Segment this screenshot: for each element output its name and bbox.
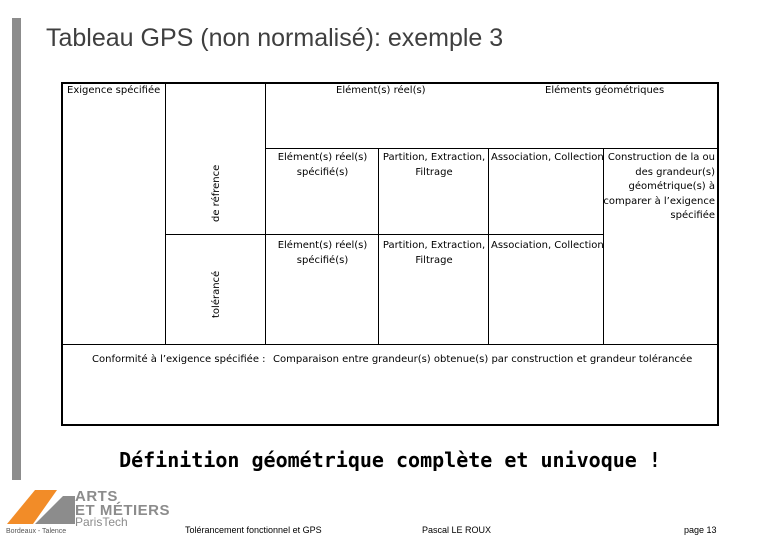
row1-element-line: Elément(s) réel(s) bbox=[277, 152, 368, 163]
slide-sidebar-bar bbox=[12, 18, 21, 480]
row1-operation bbox=[379, 151, 489, 180]
construction-line: des grandeur(s) bbox=[635, 166, 715, 178]
header-elements-geometriques: Eléments géométriques bbox=[545, 85, 665, 96]
logo-caption: Bordeaux - Talence bbox=[6, 528, 67, 535]
slide-title: Tableau GPS (non normalisé): exemple 3 bbox=[46, 24, 504, 52]
table-divider bbox=[265, 82, 266, 344]
footer-course: Tolérancement fonctionnel et GPS bbox=[185, 525, 322, 535]
row1-association: Association, Collection bbox=[491, 152, 604, 163]
row2-element bbox=[270, 239, 375, 268]
row1-operation-line: Partition, Extraction, bbox=[382, 152, 486, 163]
logo-text-paristech: ParisTech bbox=[75, 515, 128, 529]
construction-line: Construction de la ou bbox=[607, 152, 715, 163]
logo-text-et-metiers: ET MÉTIERS bbox=[75, 502, 171, 519]
row2-association: Association, Collection bbox=[491, 240, 604, 251]
row2-operation-line: Filtrage bbox=[415, 254, 453, 266]
table-divider bbox=[266, 148, 718, 149]
conformity-text: Comparaison entre grandeur(s) obtenue(s) par construction et grandeur tolérancée bbox=[273, 354, 693, 365]
construction-line: spécifiée bbox=[670, 210, 715, 221]
row2-operation bbox=[379, 239, 489, 268]
row1-operation-line: Filtrage bbox=[415, 166, 453, 178]
footer-page: page 13 bbox=[684, 525, 717, 535]
table-divider bbox=[166, 234, 603, 235]
slide-subtitle: Définition géométrique complète et univoque ! bbox=[119, 448, 661, 472]
construction-line: comparer à l’exigence bbox=[603, 195, 715, 207]
row1-element bbox=[270, 151, 375, 180]
conformity-label: Conformité à l’exigence spécifiée : bbox=[92, 354, 266, 365]
table-divider bbox=[62, 344, 718, 345]
row2-element-line: Elément(s) réel(s) bbox=[277, 240, 368, 251]
construction-line: géométrique(s) à bbox=[628, 181, 715, 192]
logo-text-arts: ARTS bbox=[75, 488, 118, 505]
header-exigence: Exigence spécifiée bbox=[67, 85, 161, 96]
construction-text bbox=[600, 151, 715, 224]
row-label-tolerance: tolérancé bbox=[211, 270, 222, 318]
row1-element-line: spécifié(s) bbox=[296, 166, 349, 178]
footer-author: Pascal LE ROUX bbox=[422, 525, 492, 535]
header-elements-reels: Elément(s) réel(s) bbox=[336, 85, 426, 96]
row-label-reference: de réfrence bbox=[211, 164, 222, 222]
row2-operation-line: Partition, Extraction, bbox=[382, 240, 486, 251]
table-divider bbox=[165, 82, 166, 344]
row2-element-line: spécifié(s) bbox=[296, 254, 349, 266]
